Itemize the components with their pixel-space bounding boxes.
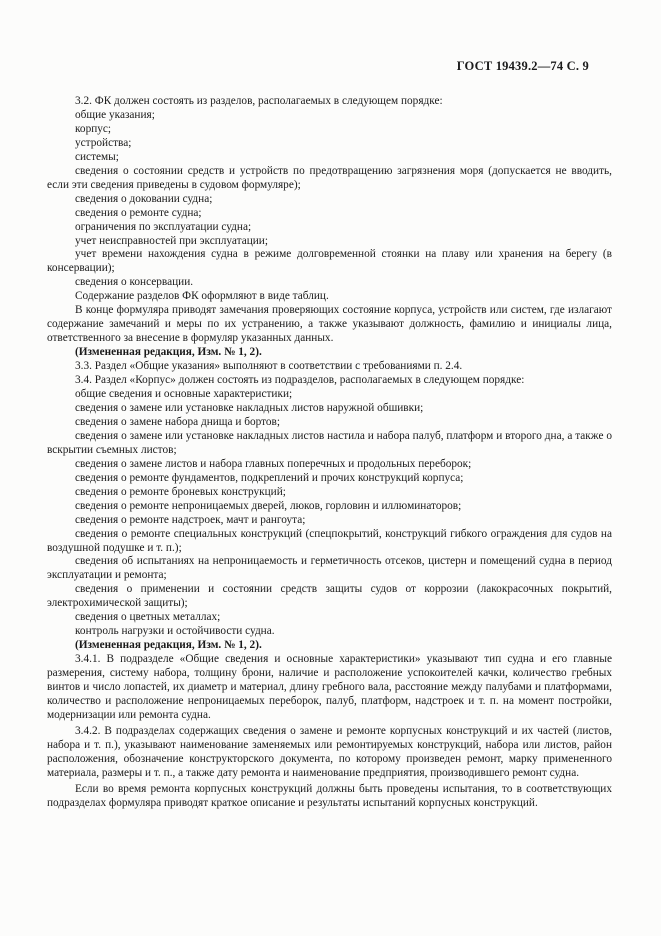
paragraph: устройства; bbox=[75, 136, 132, 149]
paragraph: 3.4. Раздел «Корпус» должен состоять из подразделов, располагаемых в следующем порядке: bbox=[75, 374, 525, 387]
paragraph: контроль нагрузки и остойчивости судна. bbox=[75, 625, 275, 638]
paragraph: сведения о применении и состоянии средств защиты судов от коррозии (лакокрасочных покрытий, электрохимической защиты); bbox=[47, 583, 612, 610]
paragraph: сведения об испытаниях на непроницаемость и герметичность отсеков, цистерн и помещений судна в период эксплуатации и ремонта; bbox=[47, 555, 612, 582]
paragraph: 3.4.2. В подразделах содержащих сведения о замене и ремонте корпусных конструкций и их частей (листов, набора и т. п.), указывают наименование заменяемых или ремонтируемых конструкций, набора или листов, район расположения, обозначение конструкторского документа, по которому произведен ремонт, марку примененного материала, размеры и т. п., а также дату ремонта и наименование предприятия, производившего ремонт судна. bbox=[47, 724, 612, 779]
paragraph: сведения о ремонте непроницаемых дверей, люков, горловин и иллюминаторов; bbox=[75, 499, 462, 512]
paragraph: Если во время ремонта корпусных конструкций должны быть проведены испытания, то в соответствующих подразделах формуляра приводят краткое описание и результаты испытаний корпусных конструкций. bbox=[47, 782, 612, 809]
paragraph: учет неисправностей при эксплуатации; bbox=[75, 234, 268, 247]
document-body bbox=[47, 95, 612, 811]
paragraph: общие указания; bbox=[75, 108, 155, 121]
paragraph: учет времени нахождения судна в режиме долговременной стоянки на плаву или хранения на берегу (в консервации); bbox=[47, 248, 612, 275]
paragraph: сведения о консервации. bbox=[75, 276, 194, 289]
paragraph: ограничения по эксплуатации судна; bbox=[75, 220, 252, 233]
paragraph: сведения о замене или установке накладных листов наружной обшивки; bbox=[75, 401, 424, 414]
paragraph: В конце формуляра приводят замечания проверяющих состояние корпуса, устройств или систем, где излагают содержание замечаний и меры по их устранению, а также указывают должность, фамилию и инициалы лица, ответственного за внесение в формуляр указанных данных. bbox=[47, 304, 612, 345]
paragraph: сведения о ремонте специальных конструкций (спецпокрытий, конструкций гибкого ограждения для судов на воздушной подушке и т. п.); bbox=[47, 527, 612, 554]
page-header: ГОСТ 19439.2—74 С. 9 bbox=[456, 59, 589, 73]
paragraph: сведения о замене набора днища и бортов; bbox=[75, 415, 281, 428]
paragraph: сведения о замене листов и набора главных поперечных и продольных переборок; bbox=[75, 457, 472, 470]
paragraph: сведения о ремонте надстроек, мачт и рангоута; bbox=[75, 513, 306, 526]
paragraph: сведения о ремонте броневых конструкций; bbox=[75, 485, 286, 498]
paragraph: 3.3. Раздел «Общие указания» выполняют в соответствии с требованиями п. 2.4. bbox=[75, 360, 463, 373]
paragraph: сведения о замене или установке накладных листов настила и набора палуб, платформ и второго дна, а также о вскрытии съемных листов; bbox=[47, 429, 612, 456]
paragraph: корпус; bbox=[75, 122, 112, 135]
paragraph: 3.2. ФК должен состоять из разделов, располагаемых в следующем порядке: bbox=[75, 95, 443, 107]
paragraph: общие сведения и основные характеристики; bbox=[75, 388, 293, 401]
paragraph: сведения о ремонте фундаментов, подкреплений и прочих конструкций корпуса; bbox=[75, 471, 464, 484]
amendment-note: (Измененная редакция, Изм. № 1, 2). bbox=[75, 346, 262, 359]
paragraph: сведения о ремонте судна; bbox=[75, 206, 202, 219]
paragraph: сведения о доковании судна; bbox=[75, 192, 213, 205]
paragraph: Содержание разделов ФК оформляют в виде таблиц. bbox=[75, 290, 329, 303]
paragraph: системы; bbox=[75, 150, 119, 163]
paragraph: 3.4.1. В подразделе «Общие сведения и основные характеристики» указывают тип судна и его главные размерения, систему набора, толщину брони, наличие и расположение успокоителей качки, количество гребных винтов и число лопастей, их диаметр и материал, длину гребного вала, расстояние между палубами и платформами, количество и расположение непроницаемых переборок, палуб, платформ, надстроек и т. п. на момент постройки, модернизации или ремонта судна. bbox=[47, 653, 612, 721]
paragraph: сведения о состоянии средств и устройств по предотвращению загрязнения моря (допускается не вводить, если эти сведения приведены в судовом формуляре); bbox=[47, 164, 612, 191]
paragraph: сведения о цветных металлах; bbox=[75, 611, 221, 624]
amendment-note: (Измененная редакция, Изм. № 1, 2). bbox=[75, 639, 262, 652]
